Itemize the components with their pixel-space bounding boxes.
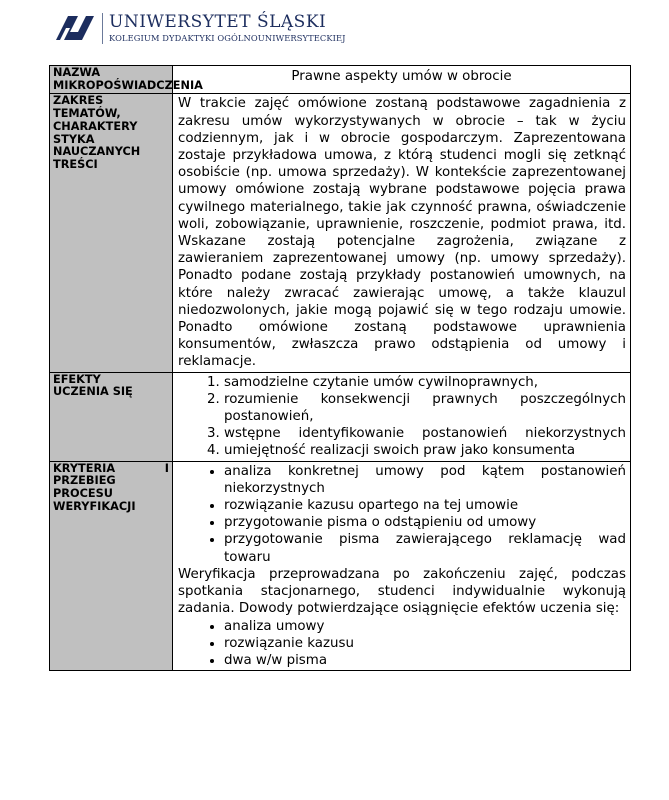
list-item: 2. rozumienie konsekwencji prawnych poszczególnych postanowień, (224, 391, 626, 425)
course-title: Prawne aspekty umów w obrocie (173, 66, 631, 94)
list-item: • przygotowanie pisma o odstąpieniu od umowy (224, 514, 626, 531)
scope-text: W trakcie zajęć omówione zostaną podstawowe zagadnienia z zakresu umów wykorzystywanych w obrocie – tak w życiu codziennym, jak i w obrocie gospodarczym. Zaprezentowana zostaje przykładowa umowa, z którą studenci mogli się zetknąć osobiście (np. umowa sprzedaży). W kontekście zaprezentowanej umowy omówione zostają wybrane podstawowe pojęcia prawa cywilnego materialnego, takie jak czynność prawna, oświadczenie woli, zobowiązanie, uprawnienie, roszczenie, podmiot prawa, itd. Wskazane zostają potencjalne zagrożenia, związane z zawieraniem zaprezentowanej umowy (np. umowy sprzedaży). Ponadto podane zostają przykłady postanowień umownych, na które należy zwracać zawierając umowę, a także klauzul niedozwolonych, jakie mogą pojawić się w tego rodzaju umowie. Ponadto omówione zostaną podstawowe uprawnienia konsumentów, zwłaszcza prawo odstąpienia od umowy i reklamacje. (178, 96, 626, 370)
table-row (50, 94, 631, 372)
criteria-list (178, 463, 626, 566)
verification-text: Weryfikacja przeprowadzana po zakończeniu zajęć, podczas spotkania stacjonarnego, studenci indywidualnie wykonują zadania. Dowody potwierdzające osiągnięcie efektów uczenia się: (178, 566, 626, 617)
university-name: UNIWERSYTET ŚLĄSKI (109, 11, 327, 32)
university-name-block (102, 13, 346, 44)
effects-label: EFEKTY UCZENIA SIĘ (53, 372, 133, 399)
effects-value (173, 372, 631, 461)
list-item: 4. umiejętność realizacji swoich praw jako konsumenta (224, 442, 626, 459)
evidence-list (178, 618, 626, 670)
table-row (50, 372, 631, 461)
list-item: • rozwiązanie kazusu opartego na tej umowie (224, 497, 626, 514)
scope-value (173, 94, 631, 372)
list-item: • rozwiązanie kazusu (224, 635, 626, 652)
university-logo-icon (54, 12, 96, 44)
label-cell (50, 94, 173, 372)
list-item: • analiza konkretnej umowy pod kątem postanowień niekorzystnych (224, 463, 626, 497)
table-row (50, 461, 631, 670)
list-item: • przygotowanie pisma zawierającego reklamację wad towaru (224, 531, 626, 565)
label-cell (50, 461, 173, 670)
label-cell (50, 66, 203, 94)
criteria-value (173, 461, 631, 670)
course-table (49, 65, 631, 671)
table-row (50, 66, 631, 94)
effects-list (178, 374, 626, 460)
list-item: 3. wstępne identyfikowanie postanowień niekorzystnych (224, 425, 626, 442)
label-cell (50, 372, 173, 461)
criteria-label: KRYTERIA I PRZEBIEG PROCESU WERYFIKACJI (53, 461, 169, 513)
college-name: KOLEGIUM DYDAKTYKI OGÓLNOUNIWERSYTECKIEJ (109, 32, 346, 43)
page-header (54, 6, 346, 50)
scope-label: ZAKRES TEMATÓW, CHARAKTERY STYKA NAUCZANYCH TREŚCI (53, 94, 141, 171)
name-label: NAZWA MIKROPOŚWIADCZENIA (53, 66, 203, 92)
list-item: • dwa w/w pisma (224, 652, 626, 669)
list-item: • analiza umowy (224, 618, 626, 635)
list-item: 1. samodzielne czytanie umów cywilnoprawnych, (224, 374, 626, 391)
